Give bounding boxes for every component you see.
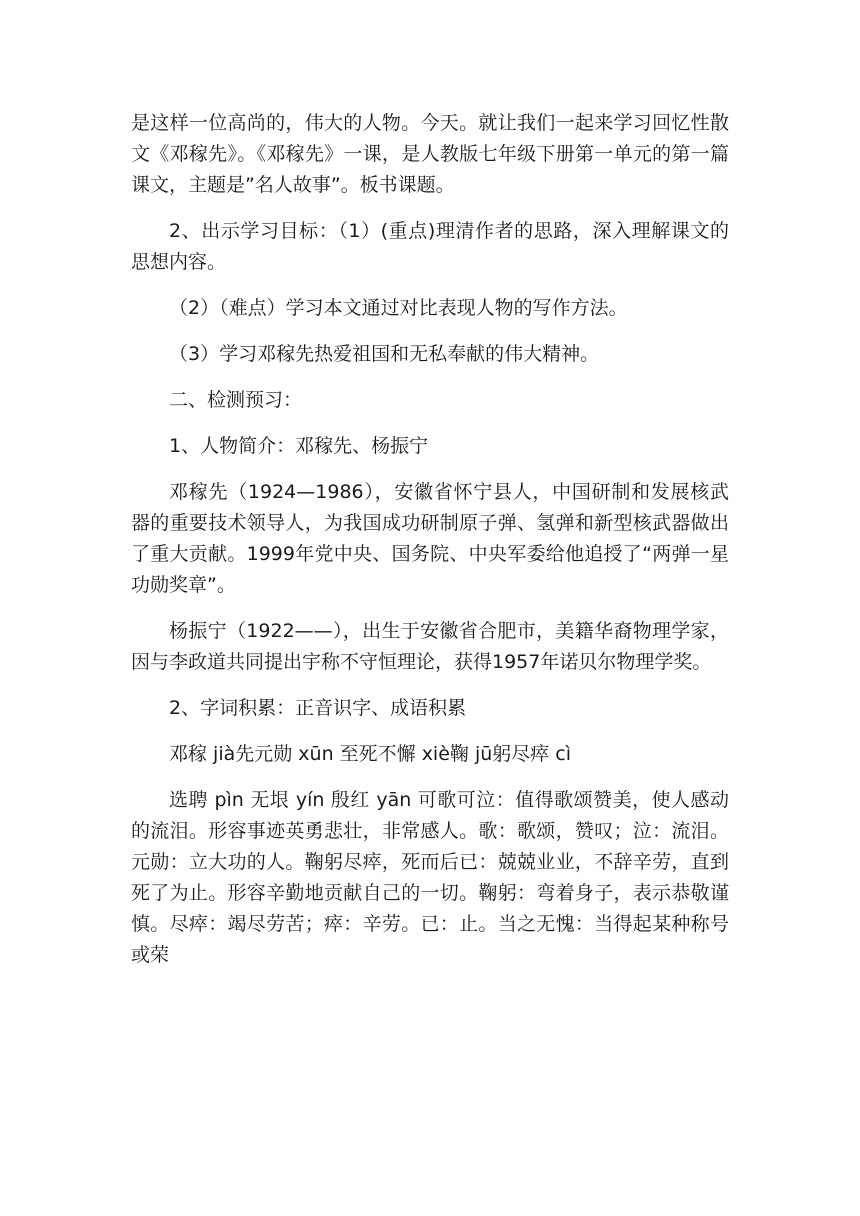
paragraph-pronunciation-2: 选聘 pìn 无垠 yín 殷红 yān 可歌可泣：值得歌颂赞美，使人感动的流泪。形容事迹英勇悲壮，非常感人。歌：歌颂，赞叹；泣：流泪。 元勋：立大功的人。鞠躬尽瘁，死而后已：兢兢业业，不辞辛劳，直到死了为止。形容辛勤地贡献自己的一切。鞠躬：弯着身子，表示恭敬谨慎。尽瘁：竭尽劳苦；瘁：辛劳。已：止。当之无愧：当得起某种称号或荣 <box>131 789 729 966</box>
paragraph-section-preview: 二、检测预习： <box>169 389 303 411</box>
paragraph-pronunciation-1: 邓稼 jià先元勋 xūn 至死不懈 xiè鞠 jū躬尽瘁 cì <box>169 743 572 765</box>
paragraph-goal-3: （3）学习邓稼先热爱祖国和无私奉献的伟大精神。 <box>169 343 600 365</box>
paragraph-intro: 是这样一位高尚的，伟大的人物。今天。就让我们一起来学习回忆性散文《邓稼先》。《邓稼先》一课，是人教版七年级下册第一单元的第一篇课文，主题是”名人故事”。板书课题。 <box>131 112 729 196</box>
paragraph-goal-2: （2）（难点）学习本文通过对比表现人物的写作方法。 <box>169 297 628 319</box>
paragraph-deng-jiaxian: 邓稼先（1924—1986），安徽省怀宁县人，中国研制和发展核武器的重要技术领导人，为我国成功研制原子弹、氢弹和新型核武器做出了重大贡献。1999年党中央、国务院、中央军委给他追授了“两弹一星功勋奖章”。 <box>131 481 729 596</box>
paragraph-learning-goals: 2、出示学习目标：（1）(重点)理清作者的思路，深入理解课文的思想内容。 <box>131 220 729 273</box>
paragraph-vocabulary-heading: 2、字词积累：正音识字、成语积累 <box>169 697 467 719</box>
paragraph-yang-zhenning: 杨振宁（1922——），出生于安徽省合肥市，美籍华裔物理学家，因与李政道共同提出宇称不守恒理论，获得1957年诺贝尔物理学奖。 <box>131 620 729 673</box>
document-body <box>131 108 729 986</box>
paragraph-people-intro: 1、人物简介：邓稼先、杨振宁 <box>169 435 429 457</box>
